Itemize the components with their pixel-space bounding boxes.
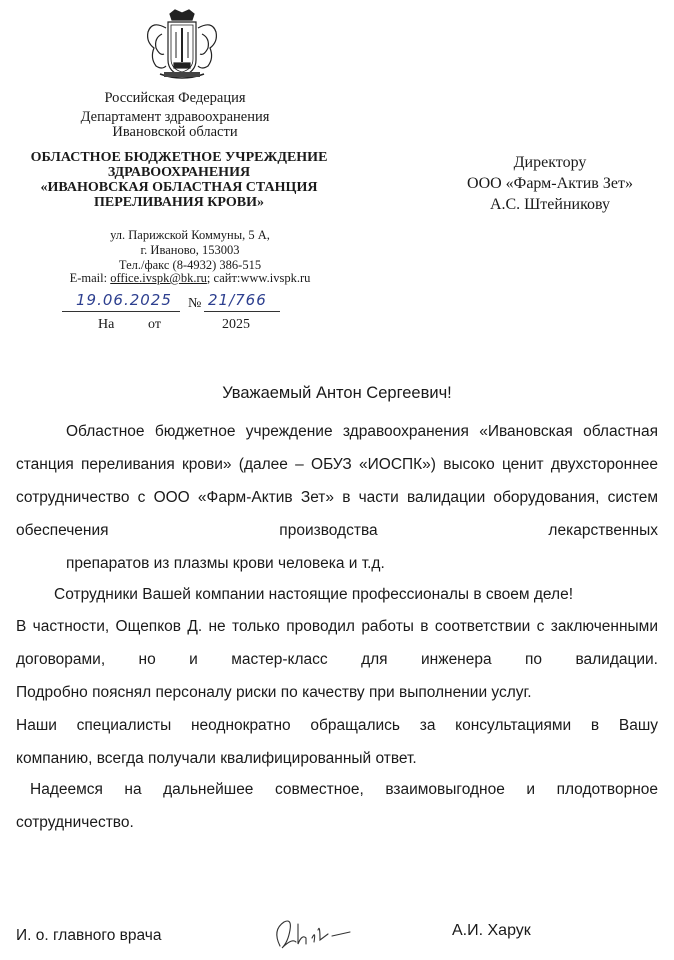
paragraph-4-last-line: компанию, всегда получали квалифицированный ответ. (16, 750, 417, 767)
email-link[interactable]: office.ivspk@bk.ru (110, 271, 207, 285)
address-city: г. Иваново, 153003 (140, 243, 240, 257)
organization-name (6, 150, 352, 210)
reference-year: 2025 (222, 317, 250, 332)
contact-line (40, 271, 340, 286)
paragraph-5-last-line: сотрудничество. (16, 814, 134, 831)
coat-of-arms-icon (142, 8, 222, 86)
reference-na-label: На (98, 317, 115, 332)
address-phone: Тел./факс (8-4932) 386-515 (118, 258, 262, 272)
department-line-1: Департамент здравоохранения (80, 109, 270, 125)
organization-line-2: ЗДРАВООХРАНЕНИЯ (107, 165, 251, 180)
recipient-name: А.С. Штейникову (489, 196, 611, 213)
handwritten-date: 19.06.2025 (76, 291, 172, 309)
handwritten-number: 21/766 (208, 291, 267, 309)
federation-label: Российская Федерация (104, 90, 246, 106)
organization-line-3: «ИВАНОВСКАЯ ОБЛАСТНАЯ СТАНЦИЯ (40, 180, 318, 195)
date-underline (62, 311, 180, 312)
department-line-2: Ивановской области (112, 124, 238, 140)
paragraph-5: Надеемся на дальнейшее совместное, взаимовыгодное и плодотворное (30, 781, 658, 798)
number-underline (204, 311, 280, 312)
paragraph-3-last-line: Подробно пояснял персоналу риски по качеству при выполнении услуг. (16, 684, 532, 701)
salutation: Уважаемый Антон Сергеевич! (222, 384, 452, 402)
recipient-block (440, 152, 660, 215)
website: ; сайт:www.ivspk.ru (206, 271, 311, 285)
organization-address (40, 228, 340, 273)
paragraph-3: В частности, Ощепков Д. не только проводил работы в соответствии с заключенными договорами, но и мастер-класс для инженера по валидации. (16, 618, 658, 668)
signatory-name: А.И. Харук (452, 922, 531, 939)
handwritten-signature-icon (262, 908, 352, 958)
reference-ot-label: от (148, 317, 161, 332)
email-label: E-mail: (69, 271, 111, 285)
paragraph-1 (16, 415, 658, 580)
paragraph-4: Наши специалисты неоднократно обращались за консультациями в Вашу (16, 717, 658, 734)
number-sign: № (188, 296, 202, 311)
department-name (40, 110, 310, 140)
organization-line-4: ПЕРЕЛИВАНИЯ КРОВИ» (94, 195, 264, 210)
paragraph-2: Сотрудники Вашей компании настоящие профессионалы в своем деле! (54, 586, 574, 603)
signatory-title: И. о. главного врача (16, 927, 162, 944)
paragraph-1-last-line: препаратов из плазмы крови человека и т.д. (66, 555, 385, 572)
paragraph-1-text: Областное бюджетное учреждение здравоохранения «Ивановская областная станция переливания крови» (далее – ОБУЗ «ИОСПК») высоко ценит двухстороннее сотрудничество с ООО «Фарм-Актив Зет» в части валидации оборудования, систем обеспечения производства лекарственных (16, 423, 658, 539)
recipient-company: ООО «Фарм-Актив Зет» (467, 175, 633, 192)
organization-line-1: ОБЛАСТНОЕ БЮДЖЕТНОЕ УЧРЕЖДЕНИЕ (30, 150, 328, 165)
address-street: ул. Парижской Коммуны, 5 А, (110, 228, 270, 242)
recipient-position: Директору (513, 154, 587, 171)
